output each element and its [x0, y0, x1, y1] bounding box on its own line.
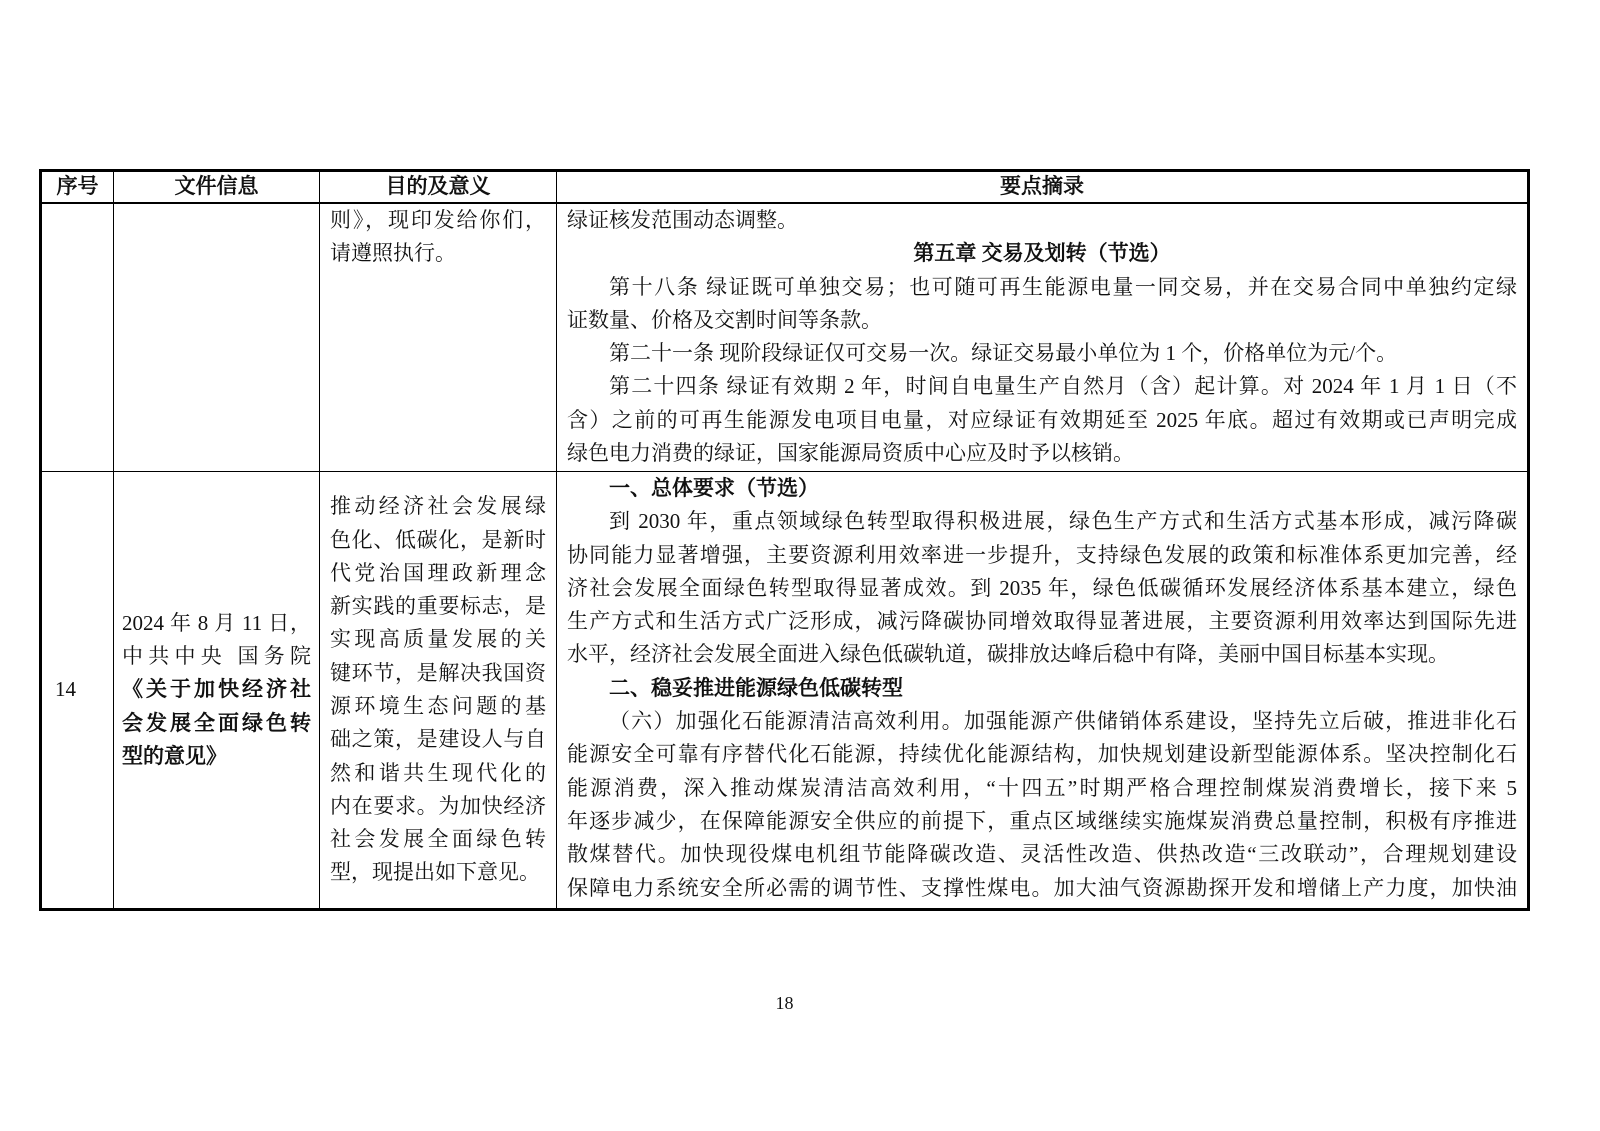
paragraph	[567, 705, 1517, 905]
text-line: 绿色电力消费的绿证，国家能源局资质中心应及时予以核销。	[567, 441, 1134, 466]
header-key-points	[557, 172, 1527, 204]
text-line: 第十八条 绿证既可单独交易；也可随可再生能源电量一同交易，并在交易合同中单独约定绿	[609, 274, 1517, 299]
text-line: 第二十四条 绿证有效期 2 年，时间自电量生产自然月（含）起计算。对 2024 年 1 月 1 日（不	[609, 374, 1517, 399]
text-line: 济社会发展全面绿色转型取得显著成效。到 2035 年，绿色低碳循环发展经济体系基本建立，绿色	[567, 575, 1517, 600]
header-key-points-label: 要点摘录	[1000, 175, 1084, 198]
text-line: 请遵照执行。	[330, 241, 456, 266]
text-line: 二、稳妥推进能源绿色低碳转型	[609, 675, 903, 700]
text-line: 能源消费，深入推动煤炭清洁高效利用，“十四五”时期严格合理控制煤炭消费增长，接下来 5	[567, 775, 1517, 800]
doc-info-cell	[114, 204, 320, 472]
text-line: 键环节，是解决我国资	[330, 660, 546, 685]
text-line: 生产方式和生活方式广泛形成，减污降碳协同增效取得显著进展，主要资源利用效率达到国际先进	[567, 609, 1517, 634]
header-doc-info-label: 文件信息	[174, 175, 259, 198]
text-line: 一、总体要求（节选）	[609, 476, 819, 500]
seq-cell	[42, 204, 114, 472]
text-line: 础之策，是建设人与自	[330, 727, 546, 752]
chapter-heading	[567, 237, 1517, 270]
section-heading	[567, 472, 1517, 505]
paragraph	[330, 490, 546, 890]
text-line: 型，现提出如下意见。	[330, 860, 540, 885]
paragraph	[330, 204, 546, 271]
key-points-cell	[557, 204, 1527, 472]
header-seq-label: 序号	[56, 175, 99, 198]
header-purpose-label: 目的及意义	[385, 175, 491, 198]
purpose-cell	[320, 204, 557, 472]
policy-table	[39, 169, 1530, 911]
header-doc-info	[114, 172, 320, 204]
text-line: 代党治国理政新理念	[330, 560, 546, 585]
text-line: 第五章 交易及划转（节选）	[913, 241, 1171, 266]
text-line: 到 2030 年，重点领域绿色转型取得积极进展，绿色生产方式和生活方式基本形成，减污降碳	[609, 509, 1517, 534]
text-line: 《关于加快经济社	[122, 677, 311, 702]
key-points-cell	[557, 472, 1527, 908]
paragraph	[122, 607, 311, 674]
doc-info-cell	[114, 472, 320, 908]
text-line: 水平，经济社会发展全面进入绿色低碳轨道，碳排放达峰后稳中有降，美丽中国目标基本实现。	[567, 642, 1449, 667]
text-line: 型的意见》	[122, 743, 227, 768]
header-purpose	[320, 172, 557, 204]
text-line: 推动经济社会发展绿	[330, 494, 546, 519]
text-line: 协同能力显著增强，主要资源利用效率进一步提升，支持绿色发展的政策和标准体系更加完善，经	[567, 542, 1517, 567]
purpose-cell	[320, 472, 557, 908]
text-line: 散煤替代。加快现役煤电机组节能降碳改造、灵活性改造、供热改造“三改联动”，合理规划建设	[567, 842, 1517, 867]
paragraph	[567, 271, 1517, 338]
seq-cell	[42, 472, 114, 908]
paragraph	[567, 505, 1517, 671]
text-line: 中共中央 国务院	[122, 644, 311, 669]
text-line: 保障电力系统安全所必需的调节性、支撑性煤电。加大油气资源勘探开发和增储上产力度，加快油	[567, 875, 1517, 900]
text-line: 源环境生态问题的基	[330, 694, 546, 718]
text-line: 色化、低碳化，是新时	[330, 527, 546, 552]
text-line: 含）之前的可再生能源发电项目电量，对应绿证有效期延至 2025 年底。超过有效期或已声明完成	[567, 407, 1517, 432]
row-number: 14	[55, 677, 76, 702]
text-line: 社会发展全面绿色转	[330, 827, 546, 852]
text-line: 第二十一条 现阶段绿证仅可交易一次。绿证交易最小单位为 1 个，价格单位为元/个。	[609, 341, 1398, 366]
text-line: 2024 年 8 月 11 日，	[122, 610, 311, 635]
text-line: 会发展全面绿色转	[122, 710, 311, 735]
text-line: 能源安全可靠有序替代化石能源，持续优化能源结构，加快规划建设新型能源体系。坚决控制化石	[567, 742, 1517, 767]
page-number: 18	[775, 993, 794, 1013]
text-line: 内在要求。为加快经济	[330, 793, 546, 818]
text-line: 实现高质量发展的关	[330, 627, 546, 652]
text-line: （六）加强化石能源清洁高效利用。加强能源产供储销体系建设，坚持先立后破，推进非化石	[609, 709, 1517, 734]
text-line: 年逐步减少，在保障能源安全供应的前提下，重点区域继续实施煤炭消费总量控制，积极有序推进	[567, 808, 1517, 833]
text-line: 新实践的重要标志，是	[330, 594, 546, 619]
section-heading	[567, 672, 1517, 705]
document-title	[122, 673, 311, 773]
header-seq	[42, 172, 114, 204]
text-line: 则》，现印发给你们，	[330, 208, 546, 232]
text-line: 证数量、价格及交割时间等条款。	[567, 307, 882, 332]
paragraph	[567, 337, 1517, 370]
paragraph	[567, 370, 1517, 470]
text-line: 然和谐共生现代化的	[330, 760, 546, 785]
paragraph	[567, 204, 1517, 237]
text-line: 绿证核发范围动态调整。	[567, 208, 798, 232]
